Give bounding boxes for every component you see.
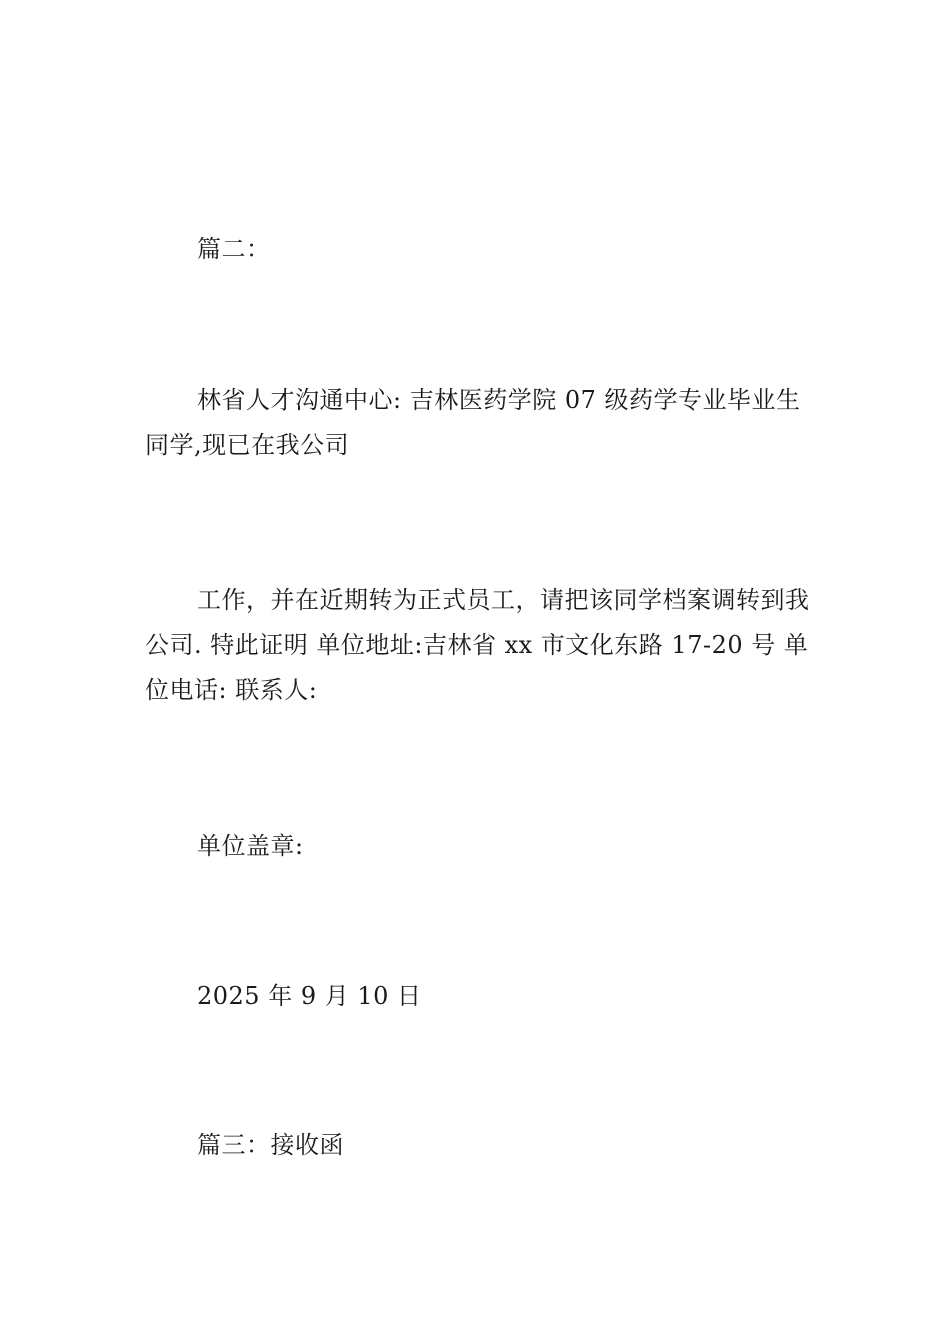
date-line: 2025 年 9 月 10 日 (197, 982, 422, 1010)
section-heading-3: 篇三：接收函 (197, 1131, 344, 1159)
section-heading-2: 篇二： (197, 235, 271, 263)
seal-label: 单位盖章: (197, 832, 304, 860)
body-paragraph-1: 林省人才沟通中心: 吉林医药学院 07 级药学专业毕业生 同学,现已在我公司 (145, 386, 801, 459)
body-paragraph-2: 工作，并在近期转为正式员工，请把该同学档案调转到我公司. 特此证明 单位地址:吉林省 xx 市文化东路 17-20 号 单位电话: 联系人: (145, 586, 810, 704)
